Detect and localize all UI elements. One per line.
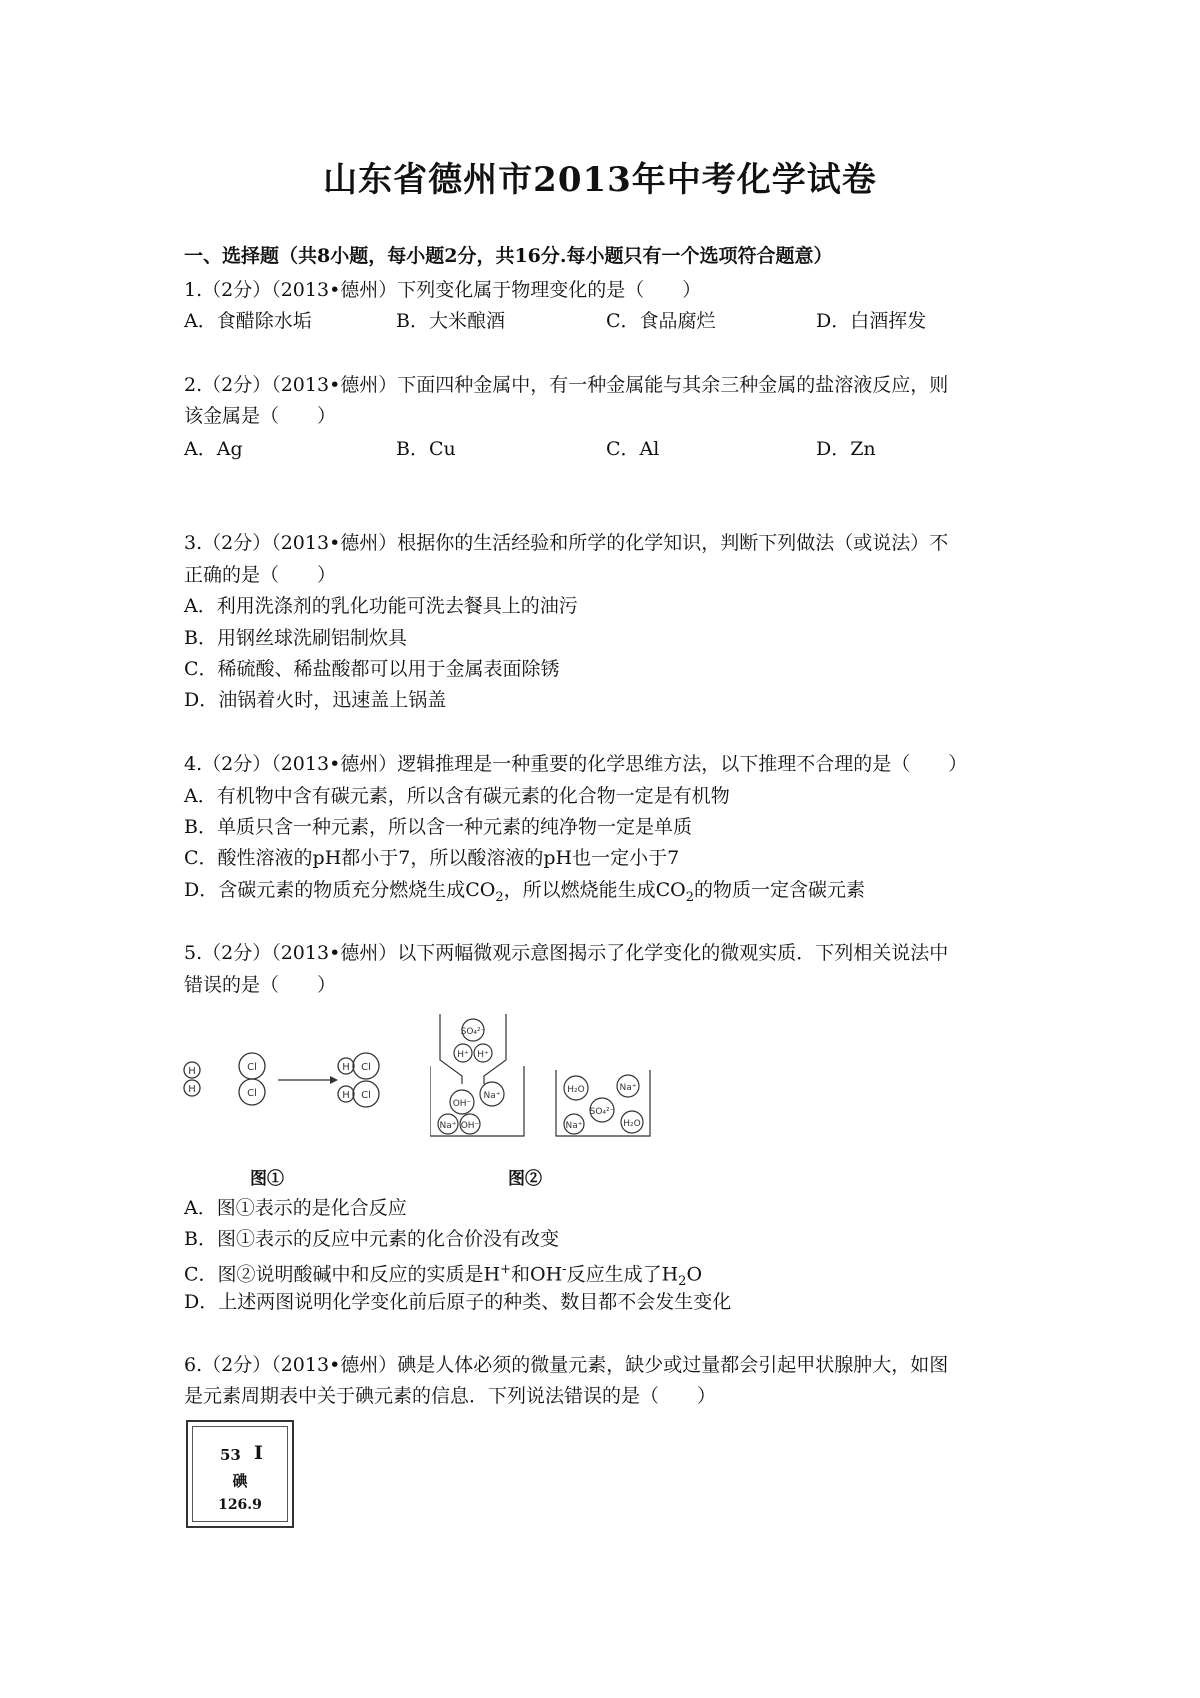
atom-h-label: H: [188, 1084, 196, 1095]
q4-option-a: A．有机物中含有碳元素，所以含有碳元素的化合物一定是有机物: [184, 785, 730, 807]
atom-h-label: H: [188, 1066, 196, 1077]
q5-c-part3: 反应生成了H: [566, 1263, 679, 1286]
question-6-stem-line1: 6.（2分）（2013•德州）碘是人体必须的微量元素，缺少或过量都会引起甲状腺肿大，如图: [184, 1354, 949, 1376]
q2-option-a: A．Ag: [184, 438, 243, 460]
q4-option-d: [184, 878, 865, 910]
molecule-water-label: H₂O: [623, 1119, 641, 1129]
figure-1-label: 图①: [250, 1169, 284, 1189]
figure-1-diagram: [180, 1040, 410, 1130]
q2-option-c: C．Al: [606, 438, 660, 460]
question-2-stem-line2: 该金属是（ ）: [184, 405, 337, 427]
q5-option-a: A．图①表示的是化合反应: [184, 1197, 407, 1219]
element-name: 碘: [232, 1472, 248, 1490]
q1-option-a: A．食醋除水垢: [184, 310, 312, 332]
q5-c-sub: 2: [678, 1274, 687, 1290]
ion-hydroxide-label: OH⁻: [460, 1121, 480, 1131]
q5-option-b: B．图①表示的反应中元素的化合价没有改变: [184, 1228, 559, 1250]
molecule-water-label: H₂O: [567, 1085, 585, 1095]
q5-c-part4: O: [686, 1263, 703, 1286]
page-title: 山东省德州市2013年中考化学试卷: [323, 160, 877, 200]
q3-option-b: B．用钢丝球洗刷铝制炊具: [184, 627, 407, 649]
ion-sulfate-label: SO₄²⁻: [589, 1107, 615, 1117]
question-1-stem: 1.（2分）（2013•德州）下列变化属于物理变化的是（ ）: [184, 279, 702, 301]
question-3-stem-line1: 3.（2分）（2013•德州）根据你的生活经验和所学的化学知识，判断下列做法（或说法）不: [184, 532, 949, 554]
q5-c-sup1: +: [500, 1262, 512, 1277]
ion-hydrogen-label: H⁺: [477, 1050, 489, 1060]
q2-option-b: B．Cu: [396, 438, 456, 460]
q4-d-sub2: 2: [685, 889, 695, 905]
q1-option-b: B．大米酿酒: [396, 310, 505, 332]
question-5-stem-line1: 5.（2分）（2013•德州）以下两幅微观示意图揭示了化学变化的微观实质．下列相关说法中: [184, 942, 949, 964]
q4-d-sub1: 2: [495, 889, 504, 905]
ion-hydroxide-label: OH⁻: [452, 1099, 472, 1109]
q3-option-a: A．利用洗涤剂的乳化功能可洗去餐具上的油污: [184, 595, 578, 617]
atom-h-label: H: [342, 1062, 350, 1073]
atom-cl-label: Cl: [361, 1090, 371, 1101]
atom-h-label: H: [342, 1090, 350, 1101]
element-mass: 126.9: [218, 1497, 262, 1513]
q5-c-part1: C．图②说明酸碱中和反应的实质是H: [184, 1263, 501, 1286]
figure-2-label: 图②: [508, 1169, 542, 1189]
ion-sodium-label: Na⁺: [439, 1121, 457, 1131]
q4-option-b: B．单质只含一种元素，所以含一种元素的纯净物一定是单质: [184, 816, 692, 838]
q5-option-c: [184, 1258, 702, 1294]
q4-option-c: C．酸性溶液的pH都小于7，所以酸溶液的pH也一定小于7: [184, 847, 680, 869]
atom-cl-label: Cl: [247, 1062, 257, 1073]
q3-option-d: D．油锅着火时，迅速盖上锅盖: [184, 689, 447, 711]
q4-d-part2: ，所以燃烧能生成CO: [503, 879, 686, 901]
question-3-stem-line2: 正确的是（ ）: [184, 564, 337, 586]
atom-cl-label: Cl: [361, 1062, 371, 1073]
question-5-stem-line2: 错误的是（ ）: [184, 974, 337, 996]
ion-sodium-label: Na⁺: [619, 1083, 637, 1093]
q1-option-c: C．食品腐烂: [606, 310, 716, 332]
q4-d-part3: 的物质一定含碳元素: [694, 879, 866, 901]
q3-option-c: C．稀硫酸、稀盐酸都可以用于金属表面除锈: [184, 658, 560, 680]
ion-sodium-label: Na⁺: [483, 1091, 501, 1101]
atom-cl-label: Cl: [247, 1088, 257, 1099]
element-number: 53: [220, 1446, 241, 1464]
section-heading: 一、选择题（共8小题，每小题2分，共16分.每小题只有一个选项符合题意）: [184, 245, 833, 267]
q5-c-sup2: -: [562, 1262, 567, 1277]
ion-hydrogen-label: H⁺: [457, 1050, 469, 1060]
q1-option-d: D．白酒挥发: [816, 310, 927, 332]
q4-d-part1: D．含碳元素的物质充分燃烧生成CO: [184, 879, 496, 901]
question-2-stem-line1: 2.（2分）（2013•德州）下面四种金属中，有一种金属能与其余三种金属的盐溶液反应，则: [184, 374, 949, 396]
ion-sodium-label: Na⁺: [565, 1121, 583, 1131]
ion-sulfate-label: SO₄²⁻: [460, 1027, 486, 1037]
figure-2-diagram: [430, 1010, 660, 1150]
element-symbol: I: [254, 1442, 263, 1464]
element-card-iodine: [186, 1420, 294, 1528]
question-6-stem-line2: 是元素周期表中关于碘元素的信息．下列说法错误的是（ ）: [184, 1385, 717, 1407]
question-4-stem: 4.（2分）（2013•德州）逻辑推理是一种重要的化学思维方法，以下推理不合理的是（ ）: [184, 753, 968, 775]
q5-option-d: D．上述两图说明化学变化前后原子的种类、数目都不会发生变化: [184, 1291, 732, 1313]
q2-option-d: D．Zn: [816, 438, 876, 460]
q5-c-part2: 和OH: [511, 1263, 563, 1286]
